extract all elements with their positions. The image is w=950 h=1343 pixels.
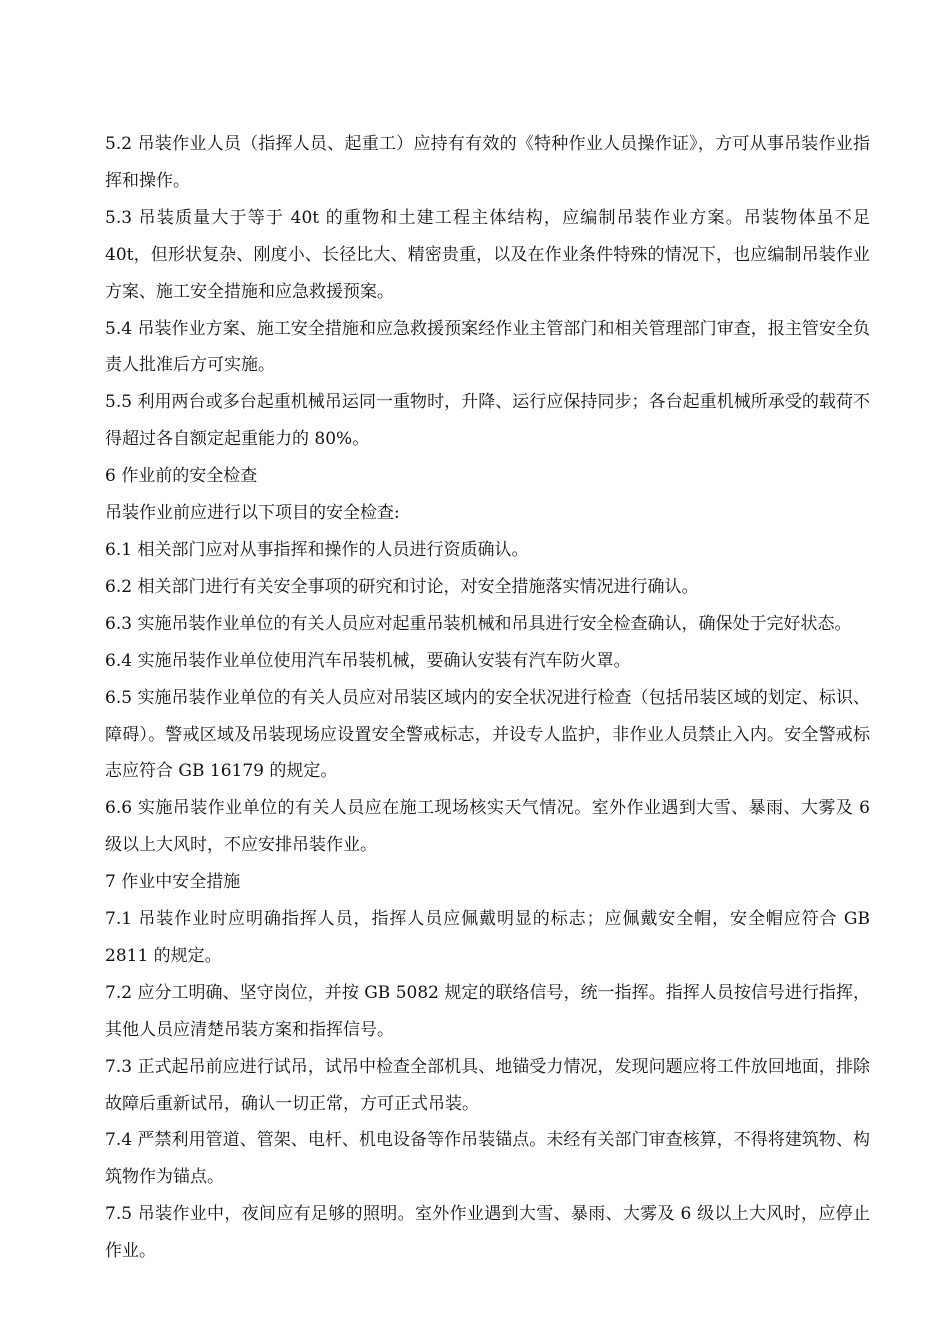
paragraph-5-2: 5.2 吊装作业人员（指挥人员、起重工）应持有有效的《特种作业人员操作证》，方可从事吊装作业指挥和操作。 [105,134,870,191]
section-heading-6: 6 作业前的安全检查 [105,466,258,487]
paragraph-7-5: 7.5 吊装作业中，夜间应有足够的照明。室外作业遇到大雪、暴雨、大雾及 6 级以上大风时，应停止作业。 [105,1204,870,1262]
paragraph-7-4: 7.4 严禁利用管道、管架、电杆、机电设备等作吊装锚点。未经有关部门审查核算，不得将建筑物、构筑物作为锚点。 [105,1130,870,1188]
paragraph-5-3: 5.3 吊装质量大于等于 40t 的重物和土建工程主体结构，应编制吊装作业方案。吊装物体虽不足 40t，但形状复杂、刚度小、长径比大、精密贵重，以及在作业条件特殊的情况下，也应编制吊装作业方案、施工安全措施和应急救援预案。 [105,207,870,302]
paragraph-6-3: 6.3 实施吊装作业单位的有关人员应对起重吊装机械和吊具进行安全检查确认，确保处于完好状态。 [105,613,852,634]
paragraph-5-4: 5.4 吊装作业方案、施工安全措施和应急救援预案经作业主管部门和相关管理部门审查，报主管安全负责人批准后方可实施。 [105,318,870,376]
paragraph-6-5: 6.5 实施吊装作业单位的有关人员应对吊装区域内的安全状况进行检查（包括吊装区域的划定、标识、障碍）。警戒区域及吊装现场应设置安全警戒标志，并设专人监护，非作业人员禁止入内。安全警戒标志应符合 GB 16179 的规定。 [105,687,870,782]
paragraph-5-5: 5.5 利用两台或多台起重机械吊运同一重物时，升降、运行应保持同步；各台起重机械所承受的载荷不得超过各自额定起重能力的 80%。 [105,392,870,450]
paragraph-7-2: 7.2 应分工明确、坚守岗位，并按 GB 5082 规定的联络信号，统一指挥。指挥人员按信号进行指挥，其他人员应清楚吊装方案和指挥信号。 [105,982,870,1040]
paragraph-6-6: 6.6 实施吊装作业单位的有关人员应在施工现场核实天气情况。室外作业遇到大雪、暴雨、大雾及 6 级以上大风时，不应安排吊装作业。 [105,798,870,856]
paragraph-6-intro: 吊装作业前应进行以下项目的安全检查: [105,503,400,524]
paragraph-6-2: 6.2 相关部门进行有关安全事项的研究和讨论，对安全措施落实情况进行确认。 [105,576,699,597]
paragraph-7-1: 7.1 吊装作业时应明确指挥人员，指挥人员应佩戴明显的标志；应佩戴安全帽，安全帽应符合 GB 2811 的规定。 [105,909,870,966]
paragraph-6-4: 6.4 实施吊装作业单位使用汽车吊装机械，要确认安装有汽车防火罩。 [105,650,631,671]
document-body [105,126,870,1270]
paragraph-7-3: 7.3 正式起吊前应进行试吊，试吊中检查全部机具、地锚受力情况，发现问题应将工件放回地面，排除故障后重新试吊，确认一切正常，方可正式吊装。 [105,1056,870,1114]
section-heading-7: 7 作业中安全措施 [105,872,241,893]
paragraph-6-1: 6.1 相关部门应对从事指挥和操作的人员进行资质确认。 [105,539,529,560]
